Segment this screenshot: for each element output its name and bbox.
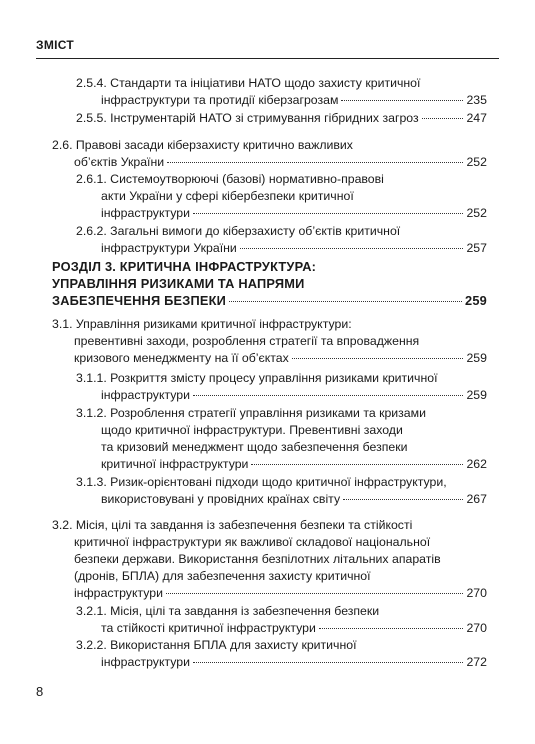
toc-entry-text: об’єктів України	[74, 155, 165, 169]
toc-line	[76, 188, 487, 205]
toc-entry-text: кризового менеджменту на її об’єктах	[74, 351, 289, 365]
dot-leader	[229, 301, 462, 302]
toc-entry-text: 2.6. Правові засади кіберзахисту критично важливих	[52, 138, 353, 152]
toc-entry	[76, 474, 487, 508]
page-number: 8	[36, 684, 44, 699]
toc-line	[76, 620, 487, 637]
toc-entry-text: інфраструктури	[74, 586, 163, 600]
toc-line	[52, 585, 487, 602]
dot-leader	[292, 358, 464, 359]
toc-entry-text: акти України у сфері кібербезпеки критичної	[101, 189, 354, 203]
dot-leader	[167, 162, 463, 163]
toc-entry-text: 3.1. Управління ризиками критичної інфраструктури:	[52, 317, 352, 331]
toc-line	[52, 534, 487, 551]
toc-line	[76, 405, 487, 422]
toc-entry-text: ЗАБЕЗПЕЧЕННЯ БЕЗПЕКИ	[52, 293, 226, 308]
toc-page-number: 267	[466, 492, 487, 506]
toc-page-number: 262	[466, 457, 487, 471]
toc-line	[76, 370, 487, 387]
toc-entry	[76, 223, 487, 257]
toc-page-number: 252	[466, 155, 487, 169]
toc-entry-text: 3.1.3. Ризик-орієнтовані підходи щодо критичної інфраструктури,	[76, 475, 447, 489]
toc-line	[76, 75, 487, 92]
dot-leader	[319, 628, 464, 629]
toc-entry	[52, 316, 487, 367]
toc-entry	[76, 405, 487, 473]
toc-entry	[76, 75, 487, 109]
toc-entry	[52, 517, 487, 602]
toc-entry-text: використовувані у провідних країнах світу	[101, 492, 341, 506]
toc-entry	[76, 603, 487, 637]
toc-entry-text: інфраструктури та протидії кіберзагрозам	[101, 93, 339, 107]
toc-entry	[76, 110, 487, 127]
toc-entry	[52, 137, 487, 171]
toc-entry	[76, 637, 487, 671]
toc-line	[76, 637, 487, 654]
toc-entry-text: інфраструктури	[101, 388, 190, 402]
toc-line	[52, 258, 487, 275]
toc-line	[52, 551, 487, 568]
toc-line	[76, 110, 487, 127]
toc-line	[76, 474, 487, 491]
toc-line	[52, 137, 487, 154]
toc-line	[52, 517, 487, 534]
toc-page-number: 247	[466, 111, 487, 125]
toc-line	[76, 422, 487, 439]
toc-entry-text: інфраструктури	[101, 206, 190, 220]
toc-section-entry	[52, 258, 487, 309]
toc-page-number: 252	[466, 206, 487, 220]
toc-entry-text: та кризовий менеджмент щодо забезпечення безпеки	[101, 440, 408, 454]
toc-entry-text: 3.2.1. Місія, цілі та завдання із забезпечення безпеки	[76, 604, 380, 618]
toc-line	[76, 456, 487, 473]
toc-entry-text: превентивні заходи, розроблення стратегії та впровадження	[74, 334, 420, 348]
toc-entry-text: УПРАВЛІННЯ РИЗИКАМИ ТА НАПРЯМИ	[52, 276, 305, 291]
header-rule	[36, 58, 499, 59]
toc-entry-text: критичної інфраструктури	[101, 457, 249, 471]
toc-entry-text: 3.1.2. Розроблення стратегії управління ризиками та кризами	[76, 406, 426, 420]
dot-leader	[193, 395, 464, 396]
toc-page-number: 259	[466, 388, 487, 402]
toc-page-number: 270	[466, 621, 487, 635]
dot-leader	[193, 213, 464, 214]
toc-entry-text: (дронів, БПЛА) для забезпечення захисту критичної	[74, 569, 371, 583]
toc-page-number: 270	[466, 586, 487, 600]
toc-page-number: 259	[466, 351, 487, 365]
dot-leader	[341, 100, 463, 101]
dot-leader	[343, 499, 463, 500]
toc-entry	[76, 171, 487, 222]
toc-line	[76, 171, 487, 188]
toc-entry-text: 3.1.1. Розкриття змісту процесу управління ризиками критичної	[76, 371, 438, 385]
toc-line	[52, 292, 487, 309]
toc-page-number: 235	[466, 93, 487, 107]
toc-line	[52, 568, 487, 585]
toc-line	[76, 240, 487, 257]
toc-line	[52, 333, 487, 350]
toc-page-number: 259	[465, 293, 487, 308]
dot-leader	[193, 662, 464, 663]
dot-leader	[240, 248, 464, 249]
toc-line	[76, 654, 487, 671]
dot-leader	[422, 118, 464, 119]
toc-entry-text: 2.6.1. Системоутворюючі (базові) нормативно-правові	[76, 172, 384, 186]
toc-page-number: 272	[466, 655, 487, 669]
toc-line	[76, 92, 487, 109]
toc-line	[76, 387, 487, 404]
toc-page-number: 257	[466, 241, 487, 255]
toc-entry-text: інфраструктури України	[101, 241, 237, 255]
toc-entry	[76, 370, 487, 404]
toc-line	[76, 439, 487, 456]
toc-entry-text: 3.2. Місія, цілі та завдання із забезпечення безпеки та стійкості	[52, 518, 413, 532]
toc-line	[52, 316, 487, 333]
toc-entry-text: 2.6.2. Загальні вимоги до кіберзахисту об’єктів критичної	[76, 224, 401, 238]
toc-entry-text: 2.5.5. Інструментарій НАТО зі стримування гібридних загроз	[76, 111, 419, 125]
toc-line	[52, 350, 487, 367]
toc-entry-text: безпеки держави. Використання безпілотних літальних апаратів	[74, 552, 441, 566]
toc-entry-text: 2.5.4. Стандарти та ініціативи НАТО щодо захисту критичної	[76, 76, 421, 90]
toc-entry-text: щодо критичної інфраструктури. Превентивні заходи	[101, 423, 403, 437]
toc-line	[76, 223, 487, 240]
toc-line	[76, 603, 487, 620]
running-header: ЗМІСТ	[36, 38, 75, 52]
toc-entry-text: критичної інфраструктури як важливої складової національної	[74, 535, 431, 549]
toc-line	[52, 154, 487, 171]
dot-leader	[166, 593, 464, 594]
toc-line	[76, 205, 487, 222]
toc-entry-text: та стійкості критичної інфраструктури	[101, 621, 316, 635]
toc-entry-text: інфраструктури	[101, 655, 190, 669]
toc-entry-text: РОЗДІЛ 3. КРИТИЧНА ІНФРАСТРУКТУРА:	[52, 259, 317, 274]
dot-leader	[251, 464, 463, 465]
toc-line	[76, 491, 487, 508]
toc-entry-text: 3.2.2. Використання БПЛА для захисту критичної	[76, 638, 357, 652]
toc-line	[52, 275, 487, 292]
